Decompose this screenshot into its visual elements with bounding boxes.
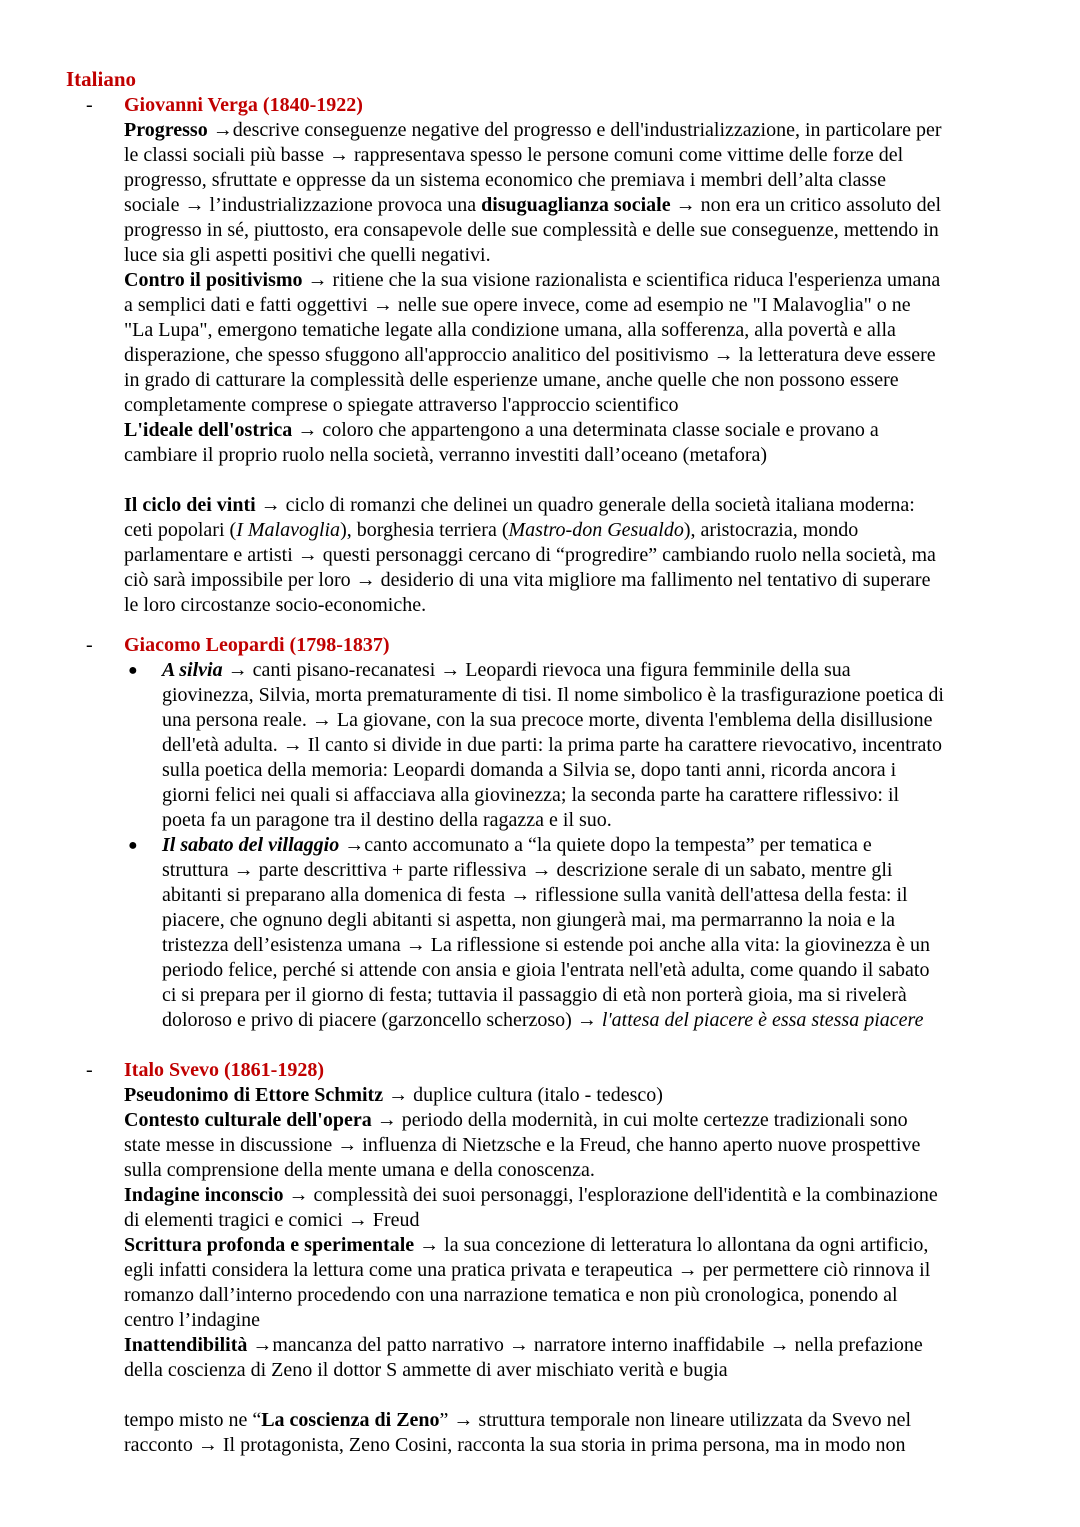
author-heading-verga: Giovanni Verga (1840-1922): [124, 94, 363, 116]
topic-term: Progresso: [124, 119, 208, 141]
topic-term: La coscienza di Zeno: [261, 1409, 440, 1431]
topic-term: A silvia: [162, 659, 223, 681]
topic-term: Scrittura profonda e sperimentale: [124, 1234, 415, 1256]
topic-term: Il sabato del villaggio: [162, 834, 340, 856]
bullet-icon: ●: [128, 662, 138, 679]
topic-term: Pseudonimo di Ettore Schmitz: [124, 1084, 384, 1106]
document-page: Italiano - Giovanni Verga (1840-1922) Progresso →descrive conseguenze negative del progresso e dell'industrializzazione, in particolare per le classi sociali più basse → rappresentava spesso le persone comuni come vittime delle forze del progresso, sfruttate e oppresse da un sistema economico che premiava i membri dell’alta classe sociale → l’industrializzazione provoca una disuguaglianza sociale → non era un critico assoluto del progresso in sé, piuttosto, era consapevole delle sue complessità e delle sue conseguenze, mettendo in luce sia gli aspetti positivi che quelli negativi. Contro il positivismo → ritiene che la sua visione razionalista e scientifica riduca l'esperienza umana a semplici dati e fatti oggettivi → nelle sue opere invece, come ad esempio ne "I Malavoglia" o ne "La Lupa", emergono tematiche legate alla condizione umana, alla sofferenza, alla povertà e alla disperazione, che spesso sfuggono all'approccio analitico del positivismo → la letteratura deve essere in grado di catturare la complessità delle esperienze umane, anche quelle che non possono essere completamente comprese o spiegate attraverso l'approccio scientifico L'ideale dell'ostrica → coloro che appartengono a una determinata classe sociale e provano a cambiare il proprio ruolo nella società, verranno investiti dall’oceano (metafora) Il ciclo dei vinti → ciclo di romanzi che delinei un quadro generale della società italiana moderna: ceti popolari (I Malavoglia), borghesia terriera (Mastro-don Gesualdo), aristocrazia, mondo parlamentare e artisti → questi personaggi cercano di “progredire” cambiando ruolo nella società, ma ciò sarà impossibile per loro → desiderio di una vita migliore ma fallimento nel tentativo di superare le loro circostanze socio-economiche. - Giacomo Leopardi (1798-1837) ● A silvia → canti pisano-recanatesi → Leopardi rievoca una figura femminile della sua giovinezza, Silvia, morta prematuramente di tisi. Il nome simbolico è la trasfigurazione poetica di una persona reale. → La giovane, con la sua precoce morte, diventa l'emblema della disillusione dell'età adulta. → Il canto si divide in due parti: la prima parte ha carattere rievocativo, incentrato sulla poetica della memoria: Leopardi domanda a Silvia se, dopo tanti anni, ricorda ancora i giorni felici nei quali si affacciava alla giovinezza; la seconda parte ha carattere riflessivo: il poeta fa un paragone tra il destino della ragazza e il suo. ● Il sabato del villaggio →canto accomunato a “la quiete dopo la tempesta” per tematica e struttura → parte descrittiva + parte riflessiva → descrizione serale di un sabato, mentre gli abitanti si preparano alla domenica di festa → riflessione sulla vanità dell'attesa della festa: il piacere, che ognuno degli abitanti si aspetta, non giungerà mai, ma permarranno la noia e la tristezza dell’esistenza umana → La riflessione si estende poi anche alla vita: la giovinezza è un periodo felice, perché si attende con ansia e gioia l'entrata nell'età adulta, come quando il sabato ci si prepara per il giorno di festa; tuttavia il passaggio di età non porterà gioia, ma si rivelerà doloroso e privo di piacere (garzoncello scherzoso) → l'attesa del piacere è essa stessa piacere - Italo Svevo (1861-1928) Pseudonimo di Ettore Schmitz → duplice cultura (italo - tedesco) Contesto culturale dell'opera → periodo della modernità, in cui molte certezze tradizionali sono state messe in discussione → influenza di Nietzsche e la Freud, che hanno aperto nuove prospettive sulla comprensione della mente umana e della conoscenza. Indagine inconscio → complessità dei suoi personaggi, l'esplorazione dell'identità e la combinazione di elementi tragici e comici → Freud Scrittura profonda e sperimentale → la sua concezione di letteratura lo allontana da ogni artificio, egli infatti considera la lettura come una pratica privata e terapeutica → per permettere ciò rinnova il romanzo dall’interno procedendo con una narrazione tematica e non più cronologica, ponendo al centro l’indagine Inattendibilità →mancanza del patto narrativo → narratore interno inaffidabile → nella prefazione della coscienza di Zeno il dottor S ammette di aver mischiato verità e bugia tempo misto ne “La coscienza di Zeno” → struttura temporale non lineare utilizzata da Svevo nel racconto → Il protagonista, Zeno Cosini, racconta la sua storia in prima persona, ma in modo non: [66, 67, 944, 1456]
topic-term: Contesto culturale dell'opera: [124, 1109, 372, 1131]
topic-term: Inattendibilità: [124, 1334, 248, 1356]
subject-heading: Italiano: [66, 67, 137, 91]
bullet-icon: ●: [128, 837, 138, 854]
author-heading-svevo: Italo Svevo (1861-1928): [124, 1059, 324, 1081]
topic-term: Indagine inconscio: [124, 1184, 284, 1206]
topic-term: Il ciclo dei vinti: [124, 494, 256, 516]
list-dash: -: [86, 634, 93, 656]
topic-term: L'ideale dell'ostrica: [124, 419, 293, 441]
topic-term: Contro il positivismo: [124, 269, 303, 291]
list-dash: -: [86, 94, 93, 116]
list-dash: -: [86, 1059, 93, 1081]
author-heading-leopardi: Giacomo Leopardi (1798-1837): [124, 634, 390, 656]
